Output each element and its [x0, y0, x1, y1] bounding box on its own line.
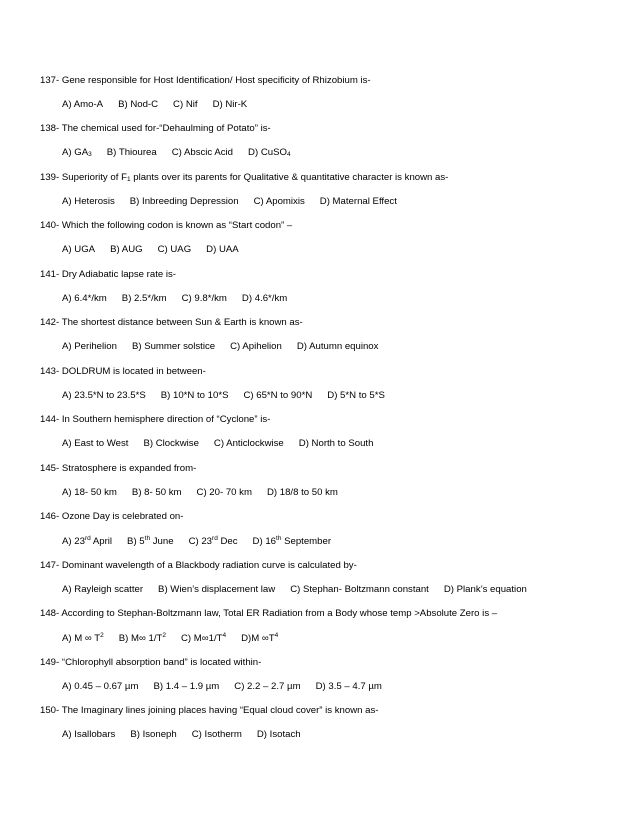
option-list	[62, 197, 397, 207]
option-d: D) Maternal Effect	[319, 196, 397, 207]
option-b: B) 1.4 – 1.9 µm	[153, 681, 220, 692]
option-d: D) 4.6*/km	[241, 293, 288, 304]
option-a: A) Rayleigh scatter	[62, 584, 144, 595]
option-d: D) North to South	[298, 438, 374, 449]
question-142	[0, 318, 638, 366]
question-number: 137-	[40, 75, 60, 86]
question-149	[0, 658, 638, 706]
option-c: C) Isotherm	[191, 729, 242, 740]
option-c: C) 20- 70 km	[196, 487, 252, 498]
question-stem: According to Stephan-Boltzmann law, Total ER Radiation from a Body whose temp >Absolute Zero is –	[61, 608, 498, 619]
subscript: 4	[286, 151, 291, 158]
question-stem-rest: plants over its parents for Qualitative & quantitative character is known as-	[130, 172, 449, 183]
option-list	[62, 148, 291, 159]
question-number: 139-	[40, 172, 60, 183]
question-number: 143-	[40, 366, 60, 377]
option-d	[241, 633, 278, 644]
question-stem: “Chlorophyll absorption band” is located within-	[61, 657, 262, 668]
question-number: 146-	[40, 511, 60, 522]
option-text-rest: June	[150, 536, 174, 547]
option-list	[62, 682, 382, 692]
superscript: rd	[84, 535, 91, 542]
option-list	[62, 585, 527, 595]
question-138	[0, 124, 638, 172]
question-stem: DOLDRUM is located in between-	[61, 366, 206, 377]
option-text-rest: Dec	[217, 536, 238, 547]
question-text	[40, 415, 270, 425]
option-a: A) Isallobars	[62, 729, 116, 740]
question-stem: Gene responsible for Host Identification/ Host specificity of Rhizobium is-	[61, 75, 371, 86]
question-stem: In Southern hemisphere direction of “Cyclone” is-	[61, 414, 271, 425]
option-list	[62, 245, 239, 255]
option-d: D) Nir-K	[212, 99, 248, 110]
question-stem: Ozone Day is celebrated on-	[61, 511, 184, 522]
option-c: C) Anticlockwise	[213, 438, 284, 449]
question-text	[40, 367, 206, 377]
question-148	[0, 609, 638, 657]
superscript: th	[276, 535, 282, 542]
question-143	[0, 367, 638, 415]
superscript: rd	[212, 535, 218, 542]
option-d: D) 18/8 to 50 km	[266, 487, 338, 498]
option-c: C) UAG	[157, 244, 192, 255]
question-text	[40, 512, 183, 522]
option-b	[127, 536, 174, 547]
option-text: A) M ∞ T	[62, 633, 101, 644]
question-145	[0, 464, 638, 512]
question-150	[0, 706, 638, 754]
question-number: 149-	[40, 657, 60, 668]
question-stem: Superiority of F	[61, 172, 127, 183]
option-c: C) 65*N to 90*N	[243, 390, 313, 401]
question-number: 142-	[40, 317, 60, 328]
option-c: C) 9.8*/km	[181, 293, 227, 304]
option-c: C) 2.2 – 2.7 µm	[234, 681, 301, 692]
option-b: B) Nod-C	[118, 99, 159, 110]
option-a: A) 18- 50 km	[62, 487, 117, 498]
option-a: A) 23.5*N to 23.5*S	[62, 390, 146, 401]
option-list	[62, 488, 338, 498]
option-a: A) Heterosis	[62, 196, 115, 207]
question-text	[40, 561, 357, 571]
option-text-rest: April	[90, 536, 113, 547]
option-b: B) Wien’s displacement law	[158, 584, 276, 595]
question-text	[40, 318, 303, 328]
question-text	[40, 270, 176, 280]
question-stem: The Imaginary lines joining places having “Equal cloud cover” is known as-	[61, 705, 379, 716]
option-c: C) Stephan- Boltzmann constant	[290, 584, 429, 595]
superscript: 2	[100, 632, 104, 639]
option-b	[119, 633, 166, 644]
option-a: A) East to West	[62, 438, 129, 449]
option-b: B) 2.5*/km	[121, 293, 167, 304]
question-stem: Which the following codon is known as “Start codon” –	[61, 220, 293, 231]
option-text: B) 5	[127, 536, 145, 547]
option-a: A) UGA	[62, 244, 96, 255]
option-c: C) Apihelion	[230, 341, 282, 352]
superscript: 2	[162, 632, 166, 639]
question-text	[40, 609, 497, 619]
option-a: A) Amo-A	[62, 99, 104, 110]
option-b: B) 10*N to 10*S	[160, 390, 229, 401]
question-text	[40, 76, 371, 86]
question-text	[40, 706, 378, 716]
question-text	[40, 221, 292, 231]
option-a: A) 0.45 – 0.67 µm	[62, 681, 139, 692]
question-number: 147-	[40, 560, 60, 571]
option-text: C) M∞1/T	[180, 633, 223, 644]
question-text	[40, 124, 271, 134]
question-stem: The chemical used for-“Dehaulming of Potato” is-	[61, 123, 271, 134]
question-147	[0, 561, 638, 609]
option-b: B) 8- 50 km	[131, 487, 182, 498]
option-text: C) 23	[188, 536, 213, 547]
question-number: 145-	[40, 463, 60, 474]
question-141	[0, 270, 638, 318]
option-c: C) Apomixis	[253, 196, 305, 207]
question-137	[0, 76, 638, 124]
question-number: 148-	[40, 608, 60, 619]
option-b: B) Clockwise	[143, 438, 199, 449]
option-a: A) 6.4*/km	[62, 293, 107, 304]
superscript: th	[144, 535, 151, 542]
superscript: 4	[222, 632, 227, 639]
option-list	[62, 633, 278, 644]
option-list	[62, 439, 373, 449]
question-stem: The shortest distance between Sun & Earth is known as-	[61, 317, 303, 328]
option-list	[62, 294, 287, 304]
question-number: 140-	[40, 220, 60, 231]
option-list	[62, 391, 385, 401]
option-a	[62, 633, 104, 644]
option-d: D) 5*N to 5*S	[327, 390, 385, 401]
option-a: A) Perihelion	[62, 341, 117, 352]
option-text: A) GA	[62, 147, 89, 158]
question-stem: Dry Adiabatic lapse rate is-	[61, 269, 176, 280]
question-stem: Dominant wavelength of a Blackbody radiation curve is calculated by-	[61, 560, 357, 571]
option-c	[189, 536, 238, 547]
option-b: B) Isoneph	[130, 729, 177, 740]
option-list	[62, 342, 378, 352]
option-a	[62, 148, 92, 159]
question-text	[40, 464, 196, 474]
option-b: B) Thiourea	[106, 147, 157, 158]
option-c	[181, 633, 226, 644]
question-text	[40, 173, 448, 184]
question-144	[0, 415, 638, 463]
option-d: D) Plank’s equation	[443, 584, 527, 595]
option-d	[248, 148, 291, 159]
option-c: C) Nif	[173, 99, 198, 110]
option-d: D) Autumn equinox	[296, 341, 379, 352]
question-number: 141-	[40, 269, 60, 280]
option-d: D) 3.5 – 4.7 µm	[315, 681, 382, 692]
option-d	[253, 536, 332, 547]
option-b: B) AUG	[110, 244, 143, 255]
option-text: D) 16	[252, 536, 277, 547]
question-146	[0, 512, 638, 560]
question-text	[40, 658, 261, 668]
option-list	[62, 100, 247, 110]
option-b: B) Inbreeding Depression	[129, 196, 239, 207]
question-139	[0, 173, 638, 221]
option-text: A) 23	[62, 536, 85, 547]
question-number: 150-	[40, 705, 60, 716]
option-text-rest: September	[281, 536, 332, 547]
option-d: D) UAA	[206, 244, 239, 255]
option-text: D)M ∞T	[241, 633, 275, 644]
question-stem: Stratosphere is expanded from-	[61, 463, 197, 474]
superscript: 4	[274, 632, 279, 639]
option-text: B) M∞ 1/T	[118, 633, 163, 644]
option-list	[62, 730, 301, 740]
option-b: B) Summer solstice	[131, 341, 216, 352]
option-a	[62, 536, 112, 547]
subscript: 3	[88, 151, 92, 158]
option-list	[62, 536, 331, 547]
question-number: 138-	[40, 123, 60, 134]
subscript: 1	[126, 176, 131, 183]
option-d: D) Isotach	[256, 729, 301, 740]
option-c: C) Abscic Acid	[171, 147, 234, 158]
question-number: 144-	[40, 414, 60, 425]
option-text: D) CuSO	[248, 147, 287, 158]
question-140	[0, 221, 638, 269]
